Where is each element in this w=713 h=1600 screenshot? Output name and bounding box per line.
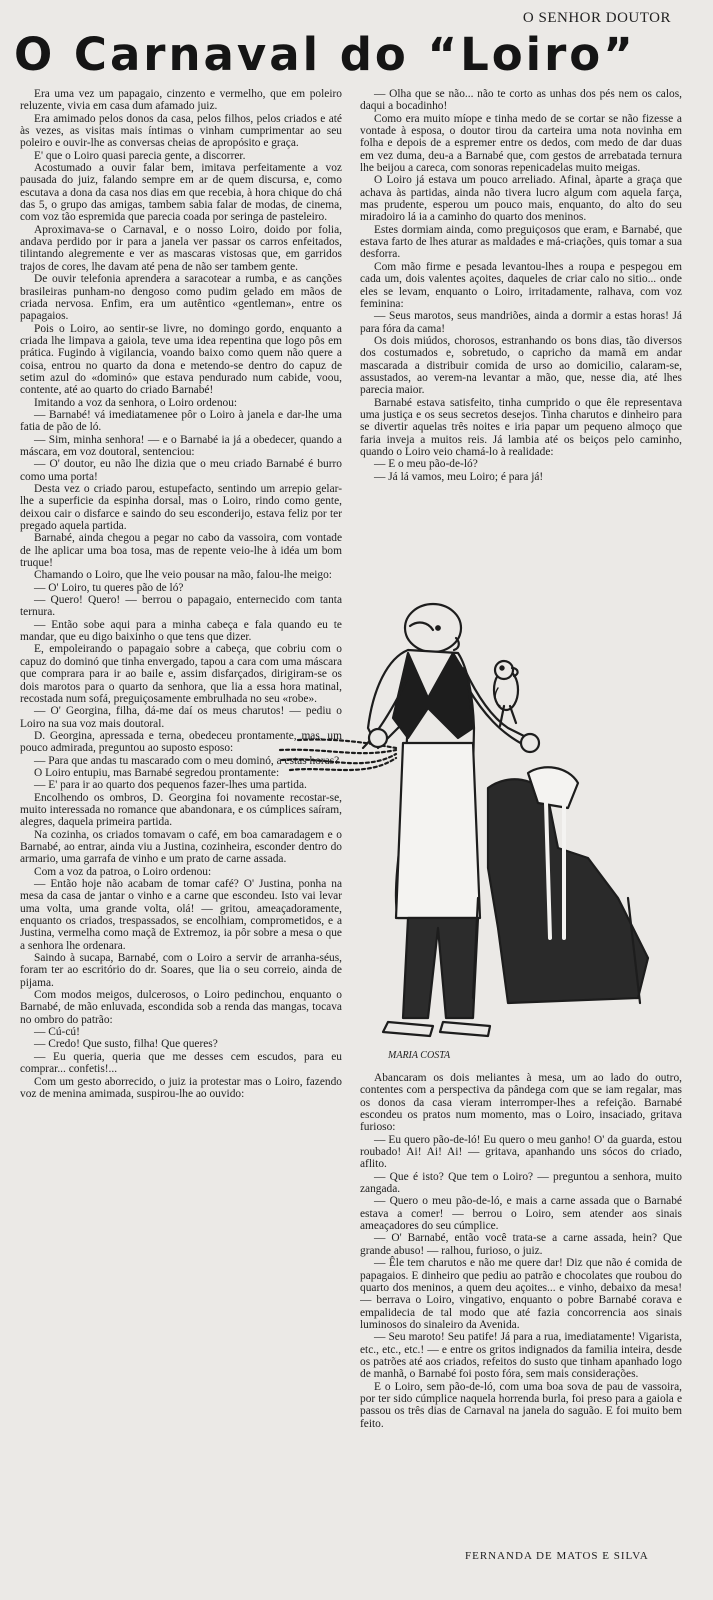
paragraph: — Credo! Que susto, filha! Que queres? — [34, 1038, 218, 1051]
paragraph: — Barnabé! vá imediatamenee pôr o Loiro à janela e dar-lhe uma fatia de pão de ló. — [20, 408, 342, 434]
paragraph: — O' doutor, eu não lhe dizia que o meu criado Barnabé é burro como uma porta! — [20, 458, 342, 483]
paragraph: D. Georgina, apressada e terna, obedeceu prontamente, mas, um pouco admirada, preguntou ao suposto esposo: — [20, 729, 342, 755]
butler-legs — [403, 918, 478, 1018]
paragraph: Com um gesto aborrecido, o juiz ia protestar mas o Loiro, fazendo voz de menina amimada, suspirou-lhe ao ouvido: — [20, 1075, 342, 1100]
paragraph: Abancaram os dois meliantes à mesa, um ao lado do outro, contentes com a perspectiva da pândega com que se iam regalar, mas os donos da casa vieram interromper-lhes a refeição. Barnabé escondeu os pratos num momento, mas o Loiro, insaciado, gritava furioso: — [360, 1072, 682, 1134]
paragraph: Como era muito míope e tinha medo de se cortar se não fizesse a vontade à esposa, o doutor tirou da carteira uma nota novinha em folha e depois de a espremer entre os dedos, com medo de dar duas em vez duma, deu-a a Barnabé que, com gestos de arrebatada ternura lhe beijou a careca, com sonoras repenicadelas muito meigas. — [360, 112, 682, 175]
paragraph: Encolhendo os ombros, D. Georgina foi novamente recostar-se, muito interessada no romance que abandonara, e os cúmplices saíram, alegres, daquela primeira partida. — [20, 791, 342, 829]
paragraph: — Eu queria, queria que me desses cem escudos, para eu comprar... confetis!... — [20, 1050, 342, 1076]
paragraph: — Que é isto? Que tem o Loiro? — preguntou a senhora, muito zangada. — [360, 1170, 682, 1196]
paragraph: — Seu maroto! Seu patife! Já para a rua, imediatamente! Vigarista, etc., etc., etc.! — e entre os gritos indignados da familia inteira, desde os patrões até aos criados, refeitos do susto que tinham apanhado logo de manhã, o Barnabé foi posto fóra, sem mais considerações. — [360, 1331, 682, 1381]
paragraph: Saindo à sucapa, Barnabé, com o Loiro a servir de arranha-séus, foram ter ao escritório do dr. Soares, que lia o seu correio, ainda de pijama. — [20, 952, 342, 989]
paragraph: — Cú-cú! — [34, 1026, 80, 1039]
paragraph: Os dois miúdos, chorosos, estranhando os bons dias, tão diversos dos costumados e, sobretudo, o capricho da mamã em andar mascarada a distribuir comida de urso ao domicilio, calaram-se, assustados, ao verem-na levantar a mão, que, nesse dia, até lhes parecia maior. — [360, 334, 682, 397]
paragraph: E' que o Loiro quasi parecia gente, a discorrer. — [34, 149, 246, 162]
paragraph: E, empoleirando o papagaio sobre a cabeça, que cobriu com o capuz do dominó que tinha envergado, tapou a cara com uma máscara que comprara para ir ao baile e, assim disfarçados, dirigiram-se os dois marotos para o quarto da senhora, que lia a essa hora matinal, recostada num sofá, preguiçosamente embrulhada no seu «robe». — [20, 643, 342, 705]
paragraph: Com a voz da patroa, o Loiro ordenou: — [34, 865, 212, 878]
story-title: O Carnaval do “Loiro” — [14, 28, 636, 81]
paragraph: — Já lá vamos, meu Loiro; é para já! — [374, 470, 544, 483]
paragraph: — Sim, minha senhora! — e o Barnabé ia já a obedecer, quando a máscara, em voz doutoral, sentenciou: — [20, 433, 342, 458]
chair-with-cloak — [473, 767, 648, 1003]
paragraph: Na cozinha, os criados tomavam o café, em boa camaradagem e o Barnabé, ao entrar, ainda viu a Justina, cozinheira, esconder dentro do armario, uma garrafa de vinho e um prato de carne assada. — [20, 828, 342, 866]
paragraph: E o Loiro, sem pão-de-ló, com uma boa sova de pau de vassoira, por ter sido cúmplice naquela horrenda burla, foi preso para a gaiola e passou os três dias de Carnaval na janela do saguão. E foi muito bem feito. — [360, 1380, 682, 1430]
paragraph: — E o meu pão-de-ló? — [374, 458, 478, 471]
paragraph: — Eu quero pão-de-ló! Eu quero o meu ganho! O' da guarda, estou roubado! Ai! Ai! Ai! — gritava, apanhando uns sócos do criado, aflito. — [360, 1133, 682, 1171]
right-column-top — [360, 88, 682, 608]
paragraph: Chamando o Loiro, que lhe veio pousar na mão, falou-lhe meigo: — [34, 569, 332, 582]
illustration-butler-and-parrot — [268, 598, 688, 1068]
paragraph: De ouvir telefonia aprendera a saracotear a rumba, e as canções brasileiras punham-no dengoso como pudim gelado em mãos de criada nervosa. Enfim, era um autêntico «gentleman», entre os papagaios. — [20, 273, 342, 323]
paragraph: Aproximava-se o Carnaval, e o nosso Loiro, doido por folia, andava perdido por ir para a janela ver passar os carros enfeitados, tilintando alegremente e ver as mascaras vistosas que, em garridos trajos de cores, lhe davam até pena de não ser tambem gente. — [20, 223, 342, 273]
paragraph: — Seus marotos, seus mandriões, ainda a dormir a estas horas! Já para fóra da cama! — [360, 310, 682, 335]
paragraph: — O' Loiro, tu queres pão de ló? — [34, 581, 184, 594]
paragraph: O Loiro entupiu, mas Barnabé segredou prontamente: — [34, 766, 280, 779]
paragraph: — Então hoje não acabam de tomar café? O' Justina, ponha na mesa da casa de jantar o vinho e a carne que escondeu. Isto vai levar uma volta, uma grande volta, olá! — gritou, ameaçadoramente, enquanto os criados, trespassados, se encolhiam, comprometidos, e a Justina, vermelha como maçã de Extremoz, ia pôr sobre a mesa o que a senhora lhe ordenara. — [20, 878, 342, 952]
paragraph: Era amimado pelos donos da casa, pelos filhos, pelos criados e até às vezes, as visitas mais íntimas o vinham cumprimentar ao seu poleiro e ouvir-lhe as conversas cheias de apropósito e graça. — [20, 112, 342, 150]
paragraph: — Para que andas tu mascarado com o meu dominó, a estas horas? — [34, 754, 340, 767]
paragraph: Barnabé, ainda chegou a pegar no cabo da vassoira, com vontade de lhe aplicar uma boa tosa, mas de repente veio-lhe à idéa um bom truque! — [20, 532, 342, 570]
paragraph: — Êle tem charutos e não me quere dar! Diz que não é comida de papagaios. E dinheiro que pediu ao patrão e chocolates que roubou do quarto dos meninos, a quem deu açoites... e vinho, debaixo da mesa! — berrava o Loiro, vingativo, enquanto o pobre Barnabé corava e empalidecia de tal modo que até fazia concorrencia aos sinais luminosos do sinaleiro da Avenida. — [360, 1257, 682, 1331]
artist-signature: MARIA COSTA — [388, 1050, 451, 1061]
paragraph: Desta vez o criado parou, estupefacto, sentindo um arrepio gelar-lhe a superficie da espinha dorsal, mas o Loiro, rindo como gente, deixou cair o disfarce e saindo do seu esconderijo, estava feliz por ter pregado aquela partida. — [20, 483, 342, 533]
butler-apron — [396, 743, 480, 918]
paragraph: Barnabé estava satisfeito, tinha cumprido o que êle representava uma justiça e os seus secretos desejos. Tinha charutos e dinheiro para se divertir aquelas três noites e iria papar um pequeno almoço que faria inveja a muitos reis. Já lambia até os beiços pelo caminho, quando o Loiro veio chamá-lo à realidade: — [360, 396, 682, 458]
butler-head — [405, 604, 461, 652]
paragraph: — E' para ir ao quarto dos pequenos fazer-lhes uma partida. — [34, 779, 307, 792]
paragraph: Acostumado a ouvir falar bem, imitava perfeitamente a voz pausada do juiz, falando sempre em ar de quem discursa, e, como escutava a dona da casa nos dias em que recebia, à hora chique do chá das 5, o grupo das amigas, tambem sabia falar de modas, de cinema, com voz tão espremida que parecia coada por seringa de pasteleiro. — [20, 162, 342, 224]
paragraph: Estes dormiam ainda, como preguiçosos que eram, e Barnabé, que estava farto de lhes aturar as maldades e má-criações, quis tomar a sua desforra. — [360, 223, 682, 261]
running-head: O SENHOR DOUTOR — [522, 10, 671, 26]
paragraph: — Então sobe aqui para a minha cabeça e fala quando eu te mandar, que eu digo baixinho o que tens que dizer. — [20, 618, 342, 644]
right-column-bottom — [360, 1072, 682, 1577]
paragraph: Imitando a voz da senhora, o Loiro ordenou: — [34, 396, 238, 409]
paragraph: — Olha que se não... não te corto as unhas dos pés nem os calos, daqui a bocadinho! — [360, 88, 682, 113]
author-signature: FERNANDA DE MATOS E SILVA — [465, 1550, 649, 1562]
parrot-icon — [494, 661, 518, 726]
paragraph: Com modos meigos, dulcerosos, o Loiro pedinchou, enquanto o Barnabé, de mão enluvada, escondida sob a renda das mangas, tocava no ombro do patrão: — [20, 989, 342, 1026]
paragraph: Pois o Loiro, ao sentir-se livre, no domingo gordo, enquanto a criada lhe limpava a gaiola, teve uma idea repentina que logo pôs em prática. Fugindo à vigilancia, voando baixo como quem não quere a coisa, entrou no quarto da dona e metendo-se dentro do capuz de setim azul do «dominó» que estava pendurado num cabide, voou, contente, até ao quarto do criado Barnabé! — [20, 322, 342, 397]
paragraph: — O' Georgina, filha, dá-me daí os meus charutos! — pediu o Loiro na sua voz mais doutoral. — [20, 705, 342, 730]
paragraph: — Quero! Quero! — berrou o papagaio, enternecido com tanta ternura. — [20, 594, 342, 619]
paragraph: Com mão firme e pesada levantou-lhes a roupa e pespegou em cada um, dois valentes açoites, daqueles de criar calo no sitio... onde eles se levam, enquanto o Loiro, irritadamente, ralhava, com voz feminina: — [360, 260, 682, 310]
paragraph: — Quero o meu pão-de-ló, e mais a carne assada que o Barnabé estava a comer! — berrou o Loiro, sem atender aos sinais ameaçadores do seu cúmplice. — [360, 1195, 682, 1233]
paragraph: — O' Barnabé, então você trata-se a carne assada, hein? Que grande abuso! — ralhou, furioso, o juiz. — [360, 1232, 682, 1257]
paragraph: O Loiro já estava um pouco arreliado. Afinal, àparte a graça que achava às partidas, ainda não tivera lucro algum com aquela farça, mas prudente, esperou um pouco mais, enquanto, do alto do seu miradoiro lá ia a caminho do quarto dos meninos. — [360, 174, 682, 224]
paragraph: Era uma vez um papagaio, cinzento e vermelho, que em poleiro reluzente, vivia em casa dum afamado juiz. — [20, 88, 342, 113]
